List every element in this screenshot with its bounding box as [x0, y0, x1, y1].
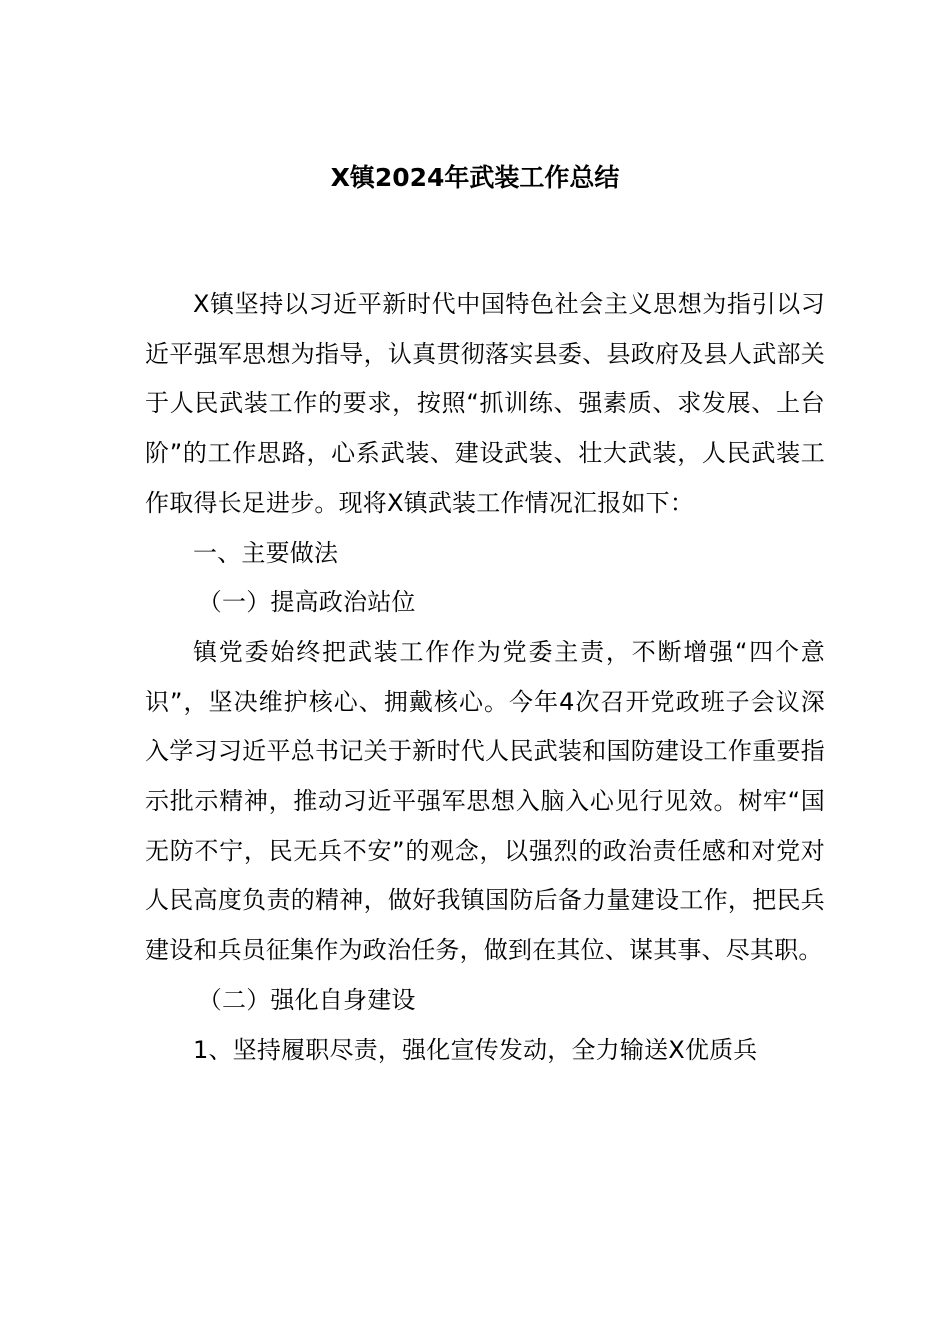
intro-paragraph: X镇坚持以习近平新时代中国特色社会主义思想为指引以习近平强军思想为指导，认真贯彻落实县委、县政府及县人武部关于人民武装工作的要求，按照“抓训练、强素质、求发展、上台阶”的工作思路，心系武装、建设武装、壮大武装，人民武装工作取得长足进步。现将X镇武装工作情况汇报如下：: [145, 290, 825, 517]
list-item-recruitment: 1、坚持履职尽责，强化宣传发动，全力输送X优质兵: [193, 1035, 758, 1064]
document-body: [145, 280, 825, 1075]
section-heading-main-practices: 一、主要做法: [193, 538, 339, 567]
political-stance-paragraph: 镇党委始终把武装工作作为党委主责，不断增强“四个意识”，坚决维护核心、拥戴核心。今年4次召开党政班子会议深入学习习近平总书记关于新时代人民武装和国防建设工作重要指示批示精神，推动习近平强军思想入脑入心见行见效。树牢“国无防不宁，民无兵不安”的观念，以强烈的政治责任感和对党对人民高度负责的精神，做好我镇国防后备力量建设工作，把民兵建设和兵员征集作为政治任务，做到在其位、谋其事、尽其职。: [145, 637, 825, 965]
document-title: X镇2024年武装工作总结: [330, 163, 620, 192]
subsection-heading-political-stance: （一）提高政治站位: [197, 588, 416, 617]
subsection-heading-self-building: （二）强化自身建设: [197, 985, 416, 1014]
